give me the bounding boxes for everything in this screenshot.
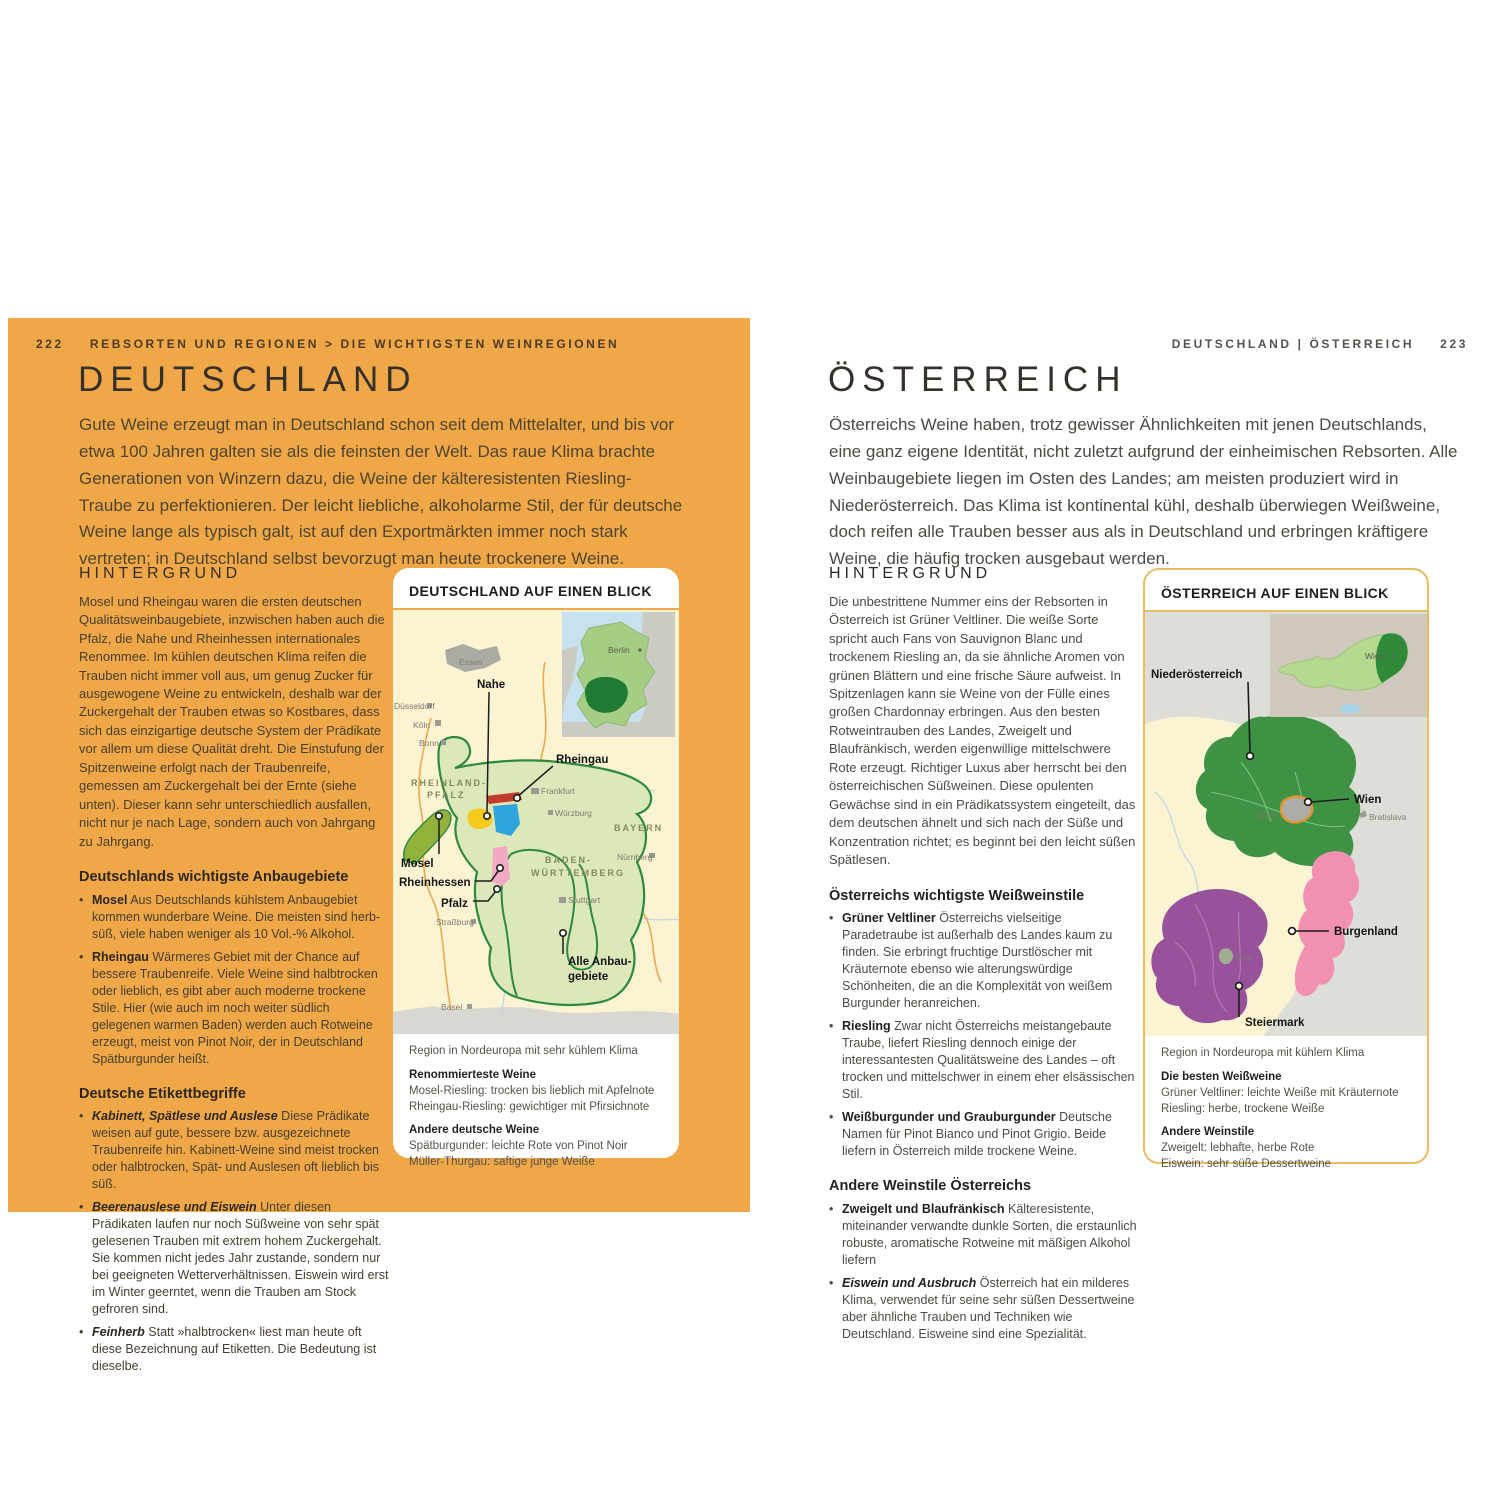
- glance-caption: [393, 1034, 679, 1171]
- list-item: [79, 1324, 390, 1375]
- caption-region: Region in Nordeuropa mit sehr kühlem Klima: [409, 1045, 638, 1057]
- right-text-column: [829, 563, 1140, 1349]
- city-wuerzburg: Würzburg: [555, 808, 592, 818]
- list-item-text: Aus Deutschlands kühlstem Anbaugebiet kommen wunderbare Weine. Die meisten sind herb-süß, viele haben weniger als 10 Vol.-% Alkohol.: [92, 892, 381, 941]
- list-item-text: Diese Prädikate weisen auf gute, bessere bzw. ausgezeichnete Traubenreife hin. Kabinett-Weine sind meist trocken oder halbtrocken, Spät- und Auslesen oft lieblich bis süß.: [92, 1109, 379, 1192]
- map-label-nahe: Nahe: [477, 679, 506, 691]
- oesterreich-glance-panel: [1143, 568, 1429, 1171]
- state-bayern: BAYERN: [614, 823, 664, 833]
- city-essen: Essen: [459, 657, 483, 667]
- intro-oesterreich: Österreichs Weine haben, trotz gewisser Ähnlichkeiten mit jenen Deutschlands, eine ganz eigene Identität, nicht zuletzt aufgrund der einheimischen Rebsorten. Alle Weinbaugebiete liegen im Osten des Landes; am meisten produziert wird in Niederösterreich. Das Klima ist kontinental kühl, deshalb überwiegen Weißweine, doch reifen alle Trauben besser aus als in Deutschland und erbringen kräftigere Weine, die häufig trocken ausgebaut werden.: [829, 415, 1458, 569]
- anbaugebiete-list: [79, 892, 390, 1068]
- state-pfalz: PFALZ: [427, 790, 466, 800]
- city-strassburg: Straßburg: [436, 917, 474, 927]
- right-running-head: [760, 337, 1468, 351]
- caption-line: Mosel-Riesling: trocken bis lieblich mit Apfelnote: [409, 1084, 655, 1097]
- hintergrund-heading: HINTERGRUND: [79, 565, 242, 582]
- city-basel: Basel: [441, 1002, 463, 1012]
- list-item: [829, 1201, 1140, 1269]
- caption-region: Region in Nordeuropa mit kühlem Klima: [1161, 1047, 1365, 1059]
- list-item: [79, 1108, 390, 1193]
- list-item: [829, 910, 1140, 1012]
- glance-caption: [1145, 1036, 1427, 1173]
- city-frankfurt: Frankfurt: [541, 786, 576, 796]
- map-label-wien: Wien: [1354, 794, 1382, 806]
- andere-weinstile-heading: Andere Weinstile Österreichs: [829, 1178, 1032, 1195]
- list-item: [829, 1275, 1140, 1343]
- list-item-term: Grüner Veltliner: [842, 911, 936, 926]
- list-item-text: Deutsche Namen für Pinot Bianco und Pinot Grigio. Beide liefern in Österreich milde trockene Weine.: [842, 1110, 1112, 1159]
- list-item: [829, 1109, 1140, 1160]
- list-item-text: Zwar nicht Österreichs meistangebaute Traube, liefert Riesling dennoch einige der interessantesten Qualitätsweine des Landes – oft trocken und mittelschwer in einem eher elsässischen Stil.: [842, 1019, 1135, 1102]
- left-running-head: [36, 337, 619, 351]
- city-nuernberg: Nürnberg: [617, 852, 653, 862]
- caption-line: Spätburgunder: leichte Rote von Pinot Noir Müller-Thurgau: saftige junge Weiße: [409, 1140, 628, 1169]
- breadcrumb: DEUTSCHLAND | ÖSTERREICH: [1171, 337, 1415, 351]
- map-label-pfalz: Pfalz: [441, 898, 468, 910]
- caption-line: Grüner Veltliner: leichte Weiße mit Kräuternote: [1161, 1086, 1399, 1099]
- inset-city-wien: Wien: [1365, 651, 1385, 661]
- deutschland-glance-panel: [393, 568, 679, 1169]
- page-title-deutschland: DEUTSCHLAND: [78, 360, 418, 399]
- caption-line: Riesling: herbe, trockene Weiße: [1161, 1102, 1325, 1115]
- state-wuerttemberg: WÜRTTEMBERG: [531, 868, 625, 878]
- glance-panel-title: ÖSTERREICH AUF EINEN BLICK: [1145, 570, 1427, 612]
- list-item-text: Österreichs vielseitige Paradetraube ist außerhalb des Landes kaum zu finden. Sie erbringt fruchtige Durstlöscher mit Kräuternote ebenso wie alterungswürdige Schönheiten, die an die Komplexität von weißem Burgunder heranreichen.: [842, 911, 1113, 1011]
- map-label-alle-anbaugebiete-1: Alle Anbau-: [568, 956, 632, 968]
- right-page-number: 223: [1440, 337, 1468, 351]
- anbaugebiete-heading: Deutschlands wichtigste Anbaugebiete: [79, 869, 349, 886]
- caption-head: Renommierteste Weine: [409, 1068, 536, 1081]
- intro-deutschland: Gute Weine erzeugt man in Deutschland schon seit dem Mittelalter, und bis vor etwa 100 Jahren galten sie als die feinsten der Welt. Das raue Klima brachte Generationen von Winzern dazu, die Weine der kälteresistenten Riesling-Traube zu perfektionieren. Der leicht liebliche, alkoholarme Stil, der für deutsche Weine lange als typisch galt, ist auf den Exportmärkten immer noch stark vertreten; in Deutschland selbst bevorzugt man heute trockenere Weine.: [79, 415, 683, 569]
- city-duesseldorf: Düsseldorf: [394, 701, 435, 711]
- inset-city-berlin: Berlin: [608, 645, 630, 655]
- map-label-steiermark: Steiermark: [1245, 1017, 1305, 1029]
- map-label-alle-anbaugebiete-2: gebiete: [568, 971, 609, 983]
- list-item: [79, 949, 390, 1068]
- state-rheinland: RHEINLAND-: [411, 778, 487, 788]
- caption-head: Andere deutsche Weine: [409, 1124, 540, 1137]
- germany-wine-map: [393, 610, 679, 1034]
- list-item-term: Rheingau: [92, 949, 149, 964]
- map-label-burgenland: Burgenland: [1334, 926, 1398, 938]
- city-graz: Graz: [1235, 952, 1254, 962]
- austria-inset-map: [1270, 614, 1427, 717]
- map-label-niederoesterreich: Niederösterreich: [1151, 669, 1243, 681]
- etikett-list: [79, 1108, 390, 1375]
- city-koeln: Köln: [413, 720, 431, 730]
- map-label-rheingau: Rheingau: [556, 754, 609, 766]
- page-title-oesterreich: ÖSTERREICH: [828, 360, 1128, 399]
- list-item-term: Kabinett, Spätlese und Auslese: [92, 1109, 278, 1124]
- weissweinstile-list: [829, 910, 1140, 1160]
- list-item-text: Kälteresistente, miteinander verwandte dunkle Sorten, die erstaunlich robuste, aromatische Rotweine mit mäßigen Alkohol liefern: [842, 1201, 1137, 1267]
- list-item: [79, 1199, 390, 1318]
- left-text-column: [79, 563, 390, 1381]
- list-item-text: Österreich hat ein milderes Klima, verwendet für seine sehr süßen Dessertweine aber ähnliche Trauben und Techniken wie Deutschland. Eisweine sind eine Spezialität.: [842, 1275, 1135, 1341]
- map-label-mosel: Mosel: [401, 858, 434, 870]
- hintergrund-text: Mosel und Rheingau waren die ersten deutschen Qualitätsweinbaugebiete, inzwischen haben auch die Pfalz, die Nahe und Rheinhessen internationales Renommee. Im kühlen deutschen Klima reifen die Trauben nicht immer voll aus, um genug Zucker für ausgewogene Weine zu entwickeln, deshalb war der Zuckergehalt der Trauben etwas so Kostbares, dass sich das einzigartige deutsche System der Prädikate vor allem um diese Qualität dreht. Die Einstufung der Spitzenweine erfolgt nach der Traubenreife, gemessen am Zuckergehalt bei der Ernte (siehe unten). Dieser kann sehr unterschiedlich ausfallen, nicht nur je nach Lage, sondern auch von Jahrgang zu Jahrgang.: [79, 593, 385, 849]
- weissweinstile-heading: Österreichs wichtigste Weißweinstile: [829, 887, 1085, 904]
- list-item-text: Statt »halbtrocken« liest man heute oft diese Bezeichnung auf Etiketten. Die Bedeutung ist dieselbe.: [92, 1325, 377, 1374]
- list-item-text: Wärmeres Gebiet mit der Chance auf bessere Traubenreife. Viele Weine sind halbtrocken oder lieblich, es gibt aber auch moderne trockene Stile. Hier (wie auch im noch weiter südlich gelegenen warmen Baden) werden auch Rotweine erzeugt, meist von Pinot Noir, der in Deutschland Spätburgunder heißt.: [92, 949, 378, 1066]
- andere-weinstile-list: [829, 1201, 1140, 1343]
- caption-head: Die besten Weißweine: [1161, 1070, 1282, 1083]
- hintergrund-text: Die unbestrittene Nummer eins der Rebsorten in Österreich ist Grüner Veltliner. Die weiße Sorte spricht auch Fans von Sauvignon Blanc und trockenem Riesling an, da sie ähnliche Aromen von grünen Blättern und eine frische Säure aufweist. In Spitzenlagen kann sie Weine von der Fülle eines großen Chardonnay erbringen. Aus den besten Rotweintrauben des Landes, Zweigelt und Blaufränkisch, werden eigenwillige mittelschwere Rote erzeugt. Richtiger Luxus aber herrscht bei den österreichischen Süßweinen. Diese opulenten Gewächse sind in ein Prädikatssystem eingeteilt, das dem deutschen ähnelt und sich nach der Süße und Konzentration richtet; es beginnt bei den leicht süßen Spätlesen.: [829, 593, 1136, 868]
- list-item: [829, 1018, 1140, 1103]
- list-item-term: Riesling: [842, 1019, 891, 1034]
- city-bratislava: Bratislava: [1369, 812, 1407, 822]
- hintergrund-heading: HINTERGRUND: [829, 565, 992, 582]
- list-item: [79, 892, 390, 943]
- list-item-text: Unter diesen Prädikaten laufen nur noch Süßweine von sehr spät gelesenen Trauben mit extrem hohem Zuckergehalt. Sie kommen nicht jedes Jahr zustande, sondern nur bei geeigneten Wetterverhältnissen. Eiswein wird erst im Winter geerntet, wenn die Trauben am Stock gefroren sind.: [92, 1200, 389, 1317]
- city-stuttgart: Stuttgart: [568, 895, 601, 905]
- etikett-heading: Deutsche Etikettbegriffe: [79, 1085, 246, 1102]
- caption-head: Andere Weinstile: [1161, 1126, 1255, 1139]
- city-bonn: Bonn: [419, 738, 439, 748]
- germany-inset-map: [562, 612, 675, 737]
- austria-wine-map: [1145, 612, 1427, 1036]
- map-label-rheinhessen: Rheinhessen: [399, 877, 471, 889]
- breadcrumb: REBSORTEN UND REGIONEN > DIE WICHTIGSTEN WEINREGIONEN: [89, 337, 620, 351]
- list-item-term: Mosel: [92, 892, 128, 907]
- caption-line: Zweigelt: lebhafte, herbe Rote: [1161, 1142, 1315, 1155]
- list-item-term: Weißburgunder und Grauburgunder: [842, 1110, 1056, 1125]
- list-item-term: Feinherb: [92, 1325, 145, 1340]
- caption-line: Rheingau-Riesling: gewichtiger mit Pfirsichnote: [409, 1100, 650, 1113]
- list-item-term: Zweigelt und Blaufränkisch: [842, 1201, 1005, 1216]
- city-wien-small: Wien: [1257, 810, 1277, 820]
- caption-line: Eiswein: sehr süße Dessertweine: [1161, 1158, 1332, 1171]
- left-page-number: 222: [36, 337, 64, 351]
- list-item-term: Eiswein und Ausbruch: [842, 1275, 977, 1290]
- glance-panel-title: DEUTSCHLAND AUF EINEN BLICK: [393, 568, 679, 610]
- list-item-term: Beerenauslese und Eiswein: [92, 1200, 257, 1215]
- state-baden: BADEN-: [545, 855, 592, 865]
